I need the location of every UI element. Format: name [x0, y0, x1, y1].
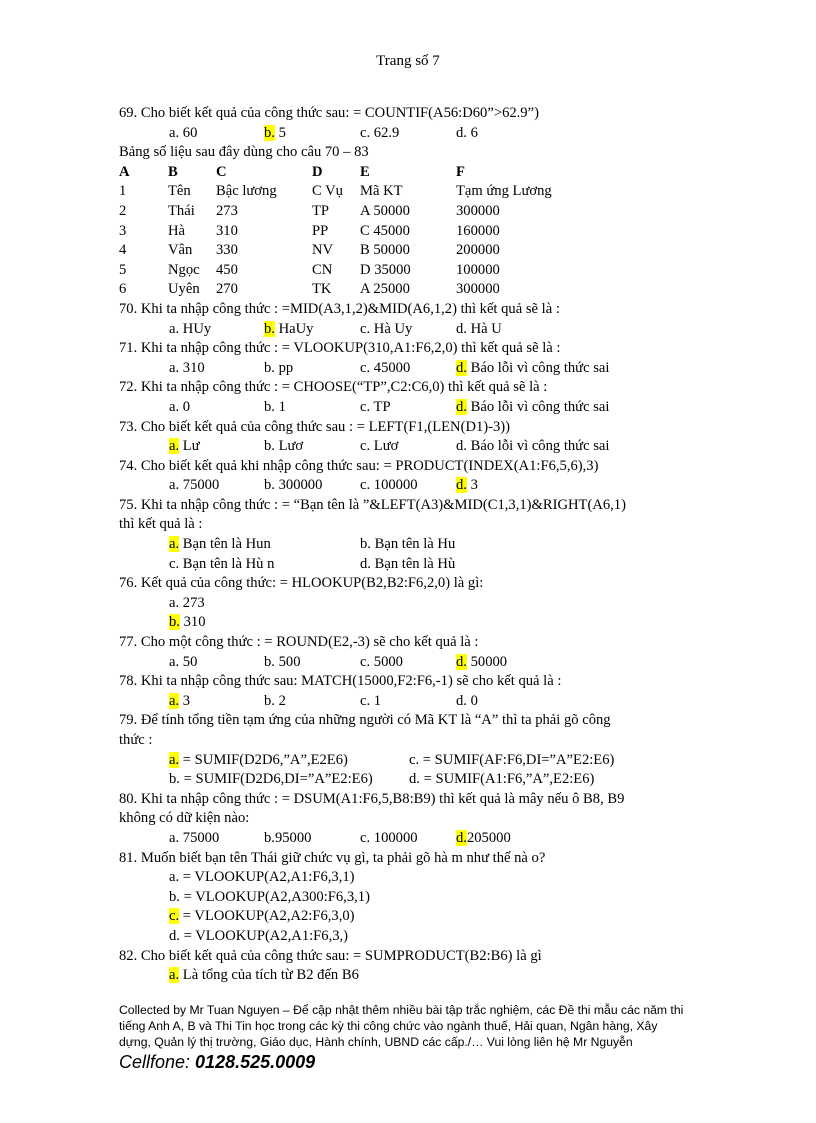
table-cell: 330	[216, 242, 238, 259]
option-75-d: d. Bạn tên là Hù	[360, 555, 456, 572]
option-80-a: a. 75000	[169, 829, 220, 846]
table-cell: Hà	[168, 222, 186, 239]
question-78: 78. Khi ta nhập công thức sau: MATCH(15000,F2:F6,-1) sẽ cho kết quả là :	[119, 673, 562, 690]
table-header-row	[119, 163, 719, 183]
question-75: 75. Khi ta nhập công thức : = “Bạn tên là ”&LEFT(A3)&MID(C1,3,1)&RIGHT(A6,1)	[119, 496, 626, 513]
table-cell: 450	[216, 261, 238, 278]
option-81-d: d. = VLOOKUP(A2,A1:F6,3,)	[169, 927, 349, 944]
option-77-b: b. 500	[264, 653, 301, 670]
table-row	[119, 241, 719, 261]
question-79-cont: thức :	[119, 732, 153, 748]
table-row	[119, 280, 719, 300]
option-76-b: b. 310	[169, 614, 206, 631]
option-69-a: a. 60	[169, 124, 198, 141]
option-69-d: d. 6	[456, 124, 478, 141]
table-cell: 6	[119, 281, 127, 298]
option-81-c: c. = VLOOKUP(A2,A2:F6,3,0)	[169, 908, 355, 925]
option-79-d: d. = SUMIF(A1:F6,”A”,E2:E6)	[409, 771, 595, 788]
table-cell: A 25000	[360, 281, 410, 298]
question-74: 74. Cho biết kết quả khi nhập công thức sau: = PRODUCT(INDEX(A1:F6,5,6),3)	[119, 457, 599, 474]
question-77: 77. Cho một công thức : = ROUND(E2,-3) sẽ cho kết quả là :	[119, 634, 479, 651]
cellfone-label: Cellfone:	[119, 1052, 196, 1072]
options-74	[119, 476, 719, 496]
table-cell: CN	[312, 261, 333, 278]
options-72	[119, 398, 719, 418]
table-cell: PP	[312, 222, 329, 239]
table-cell: 300000	[456, 281, 500, 298]
table-header-cell: D	[312, 163, 323, 180]
cellfone-contact	[119, 1052, 315, 1073]
options-80	[119, 829, 719, 849]
question-79: 79. Để tính tổng tiền tạm ứng của những người có Mã KT là “A” thì ta phải gõ công	[119, 712, 611, 729]
table-row	[119, 202, 719, 222]
table-intro: Bảng số liệu sau đây dùng cho câu 70 – 83	[119, 144, 369, 161]
option-75-b: b. Bạn tên là Hu	[360, 536, 456, 553]
question-80: 80. Khi ta nhập công thức : = DSUM(A1:F6,5,B8:B9) thì kết quả là mây nếu ô B8, B9	[119, 790, 625, 807]
table-cell: 2	[119, 202, 127, 219]
table-cell: 1	[119, 183, 127, 200]
option-81-b: b. = VLOOKUP(A2,A300:F6,3,1)	[169, 888, 370, 905]
cellfone-number: 0128.525.0009	[195, 1052, 316, 1072]
question-71: 71. Khi ta nhập công thức : = VLOOKUP(310,A1:F6,2,0) thì kết quả sẽ là :	[119, 340, 561, 357]
options-75-row1	[119, 535, 719, 555]
options-71	[119, 359, 719, 379]
table-cell: Vân	[168, 242, 193, 259]
table-cell: 300000	[456, 202, 500, 219]
table-cell: Tên	[168, 183, 191, 200]
table-cell: C Vụ	[312, 183, 343, 200]
option-77-d: d. 50000	[456, 653, 508, 670]
option-78-b: b. 2	[264, 692, 286, 709]
question-73: 73. Cho biết kết quả của công thức sau : = LEFT(F1,(LEN(D1)-3))	[119, 418, 511, 435]
question-81: 81. Muốn biết bạn tên Thái giữ chức vụ gì, ta phải gõ hà m như thế nà o?	[119, 849, 546, 866]
option-73-c: c. Lươ	[360, 438, 399, 455]
option-71-d: d. Báo lỗi vì công thức sai	[456, 359, 610, 376]
table-cell: 310	[216, 222, 238, 239]
table-cell: D 35000	[360, 261, 411, 278]
option-80-b: b.95000	[264, 829, 312, 846]
option-72-c: c. TP	[360, 398, 391, 415]
table-cell: 3	[119, 222, 127, 239]
table-cell: Thái	[168, 202, 195, 219]
option-73-b: b. Lươ	[264, 438, 304, 455]
options-69	[119, 124, 719, 144]
question-content	[119, 104, 719, 986]
option-69-b: b. 5	[264, 124, 286, 141]
options-73	[119, 437, 719, 457]
option-75-c: c. Bạn tên là Hù n	[169, 555, 275, 572]
option-71-b: b. pp	[264, 359, 294, 376]
option-71-a: a. 310	[169, 359, 205, 376]
table-cell: Tạm ứng Lương	[456, 183, 552, 200]
table-row	[119, 261, 719, 281]
table-cell: TK	[312, 281, 332, 298]
option-70-c: c. Hà Uy	[360, 320, 413, 337]
table-cell: 5	[119, 261, 127, 278]
question-80-cont: không có dữ kiện nào:	[119, 810, 250, 827]
options-79-row1	[119, 751, 719, 771]
options-77	[119, 653, 719, 673]
option-74-d: d. 3	[456, 477, 478, 494]
options-78	[119, 692, 719, 712]
question-75-cont: thì kết quả là :	[119, 516, 203, 533]
table-header-cell: E	[360, 163, 370, 180]
table-header-cell: B	[168, 163, 178, 180]
table-cell: 100000	[456, 261, 500, 278]
option-79-b: b. = SUMIF(D2D6,DI=”A”E2:E6)	[169, 771, 373, 788]
option-79-a: a. = SUMIF(D2D6,”A”,E2E6)	[169, 751, 348, 768]
table-row	[119, 222, 719, 242]
table-cell: Mã KT	[360, 183, 403, 200]
option-79-c: c. = SUMIF(AF:F6,DI=”A”E2:E6)	[409, 751, 615, 768]
question-69: 69. Cho biết kết quả của công thức sau: = COUNTIF(A56:D60”>62.9”)	[119, 105, 539, 121]
option-70-d: d. Hà U	[456, 320, 502, 337]
footer-line: tiếng Anh A, B và Thi Tin học trong các kỳ thi công chức vào ngành thuế, Hải quan, Ngân hàng, Xây	[119, 1019, 658, 1033]
option-78-d: d. 0	[456, 692, 478, 709]
footer-line: dựng, Quản lý thị trường, Giáo dục, Hành chính, UBND các cấp./… Vui lòng liên hệ Mr Nguyễn	[119, 1035, 633, 1049]
table-cell: 4	[119, 242, 127, 259]
option-72-d: d. Báo lỗi vì công thức sai	[456, 398, 610, 415]
option-72-b: b. 1	[264, 398, 286, 415]
table-cell: Ngọc	[168, 261, 200, 278]
option-72-a: a. 0	[169, 398, 191, 415]
options-79-row2	[119, 770, 719, 790]
question-82: 82. Cho biết kết quả của công thức sau: = SUMPRODUCT(B2:B6) là gì	[119, 947, 542, 964]
option-76-a: a. 273	[169, 594, 205, 611]
table-cell: B 50000	[360, 242, 410, 259]
option-80-d: d.205000	[456, 829, 511, 846]
option-74-b: b. 300000	[264, 477, 323, 494]
question-70: 70. Khi ta nhập công thức : =MID(A3,1,2)&MID(A6,1,2) thì kết quả sẽ là :	[119, 300, 560, 317]
table-header-cell: F	[456, 163, 465, 180]
option-77-a: a. 50	[169, 653, 198, 670]
option-82-a: a. Là tổng của tích từ B2 đến B6	[169, 967, 359, 984]
table-cell: TP	[312, 202, 330, 219]
option-80-c: c. 100000	[360, 829, 418, 846]
option-75-a: a. Bạn tên là Hun	[169, 536, 271, 553]
option-73-a: a. Lư	[169, 438, 200, 455]
page-header: Trang số 7	[376, 53, 440, 69]
table-cell: C 45000	[360, 222, 410, 239]
option-74-a: a. 75000	[169, 477, 220, 494]
option-70-a: a. HUy	[169, 320, 212, 337]
table-header-cell: A	[119, 163, 130, 180]
table-cell: NV	[312, 242, 334, 259]
table-cell: 160000	[456, 222, 500, 239]
table-cell: 200000	[456, 242, 500, 259]
table-header-cell: C	[216, 163, 227, 180]
table-cell: Bậc lương	[216, 183, 277, 200]
option-78-a: a. 3	[169, 692, 191, 709]
table-cell: 270	[216, 281, 238, 298]
option-81-a: a. = VLOOKUP(A2,A1:F6,3,1)	[169, 869, 355, 886]
footer-line: Collected by Mr Tuan Nguyen – Để cập nhật thêm nhiều bài tập trắc nghiệm, các Đề thi mẫu các năm thi	[119, 1003, 684, 1017]
question-76: 76. Kết quả của công thức: = HLOOKUP(B2,B2:F6,2,0) là gì:	[119, 575, 484, 592]
footer-note	[119, 1002, 704, 1050]
option-70-b: b. HaUy	[264, 320, 314, 337]
option-74-c: c. 100000	[360, 477, 418, 494]
option-71-c: c. 45000	[360, 359, 411, 376]
table-cell: Uyên	[168, 281, 200, 298]
table-cell: 273	[216, 202, 238, 219]
options-70	[119, 320, 719, 340]
option-78-c: c. 1	[360, 692, 382, 709]
options-75-row2	[119, 555, 719, 575]
option-73-d: d. Báo lỗi vì công thức sai	[456, 438, 610, 455]
option-77-c: c. 5000	[360, 653, 403, 670]
question-72: 72. Khi ta nhập công thức : = CHOOSE(“TP”,C2:C6,0) thì kết quả sẽ là :	[119, 379, 548, 396]
table-row	[119, 182, 719, 202]
table-cell: A 50000	[360, 202, 410, 219]
option-69-c: c. 62.9	[360, 124, 400, 141]
